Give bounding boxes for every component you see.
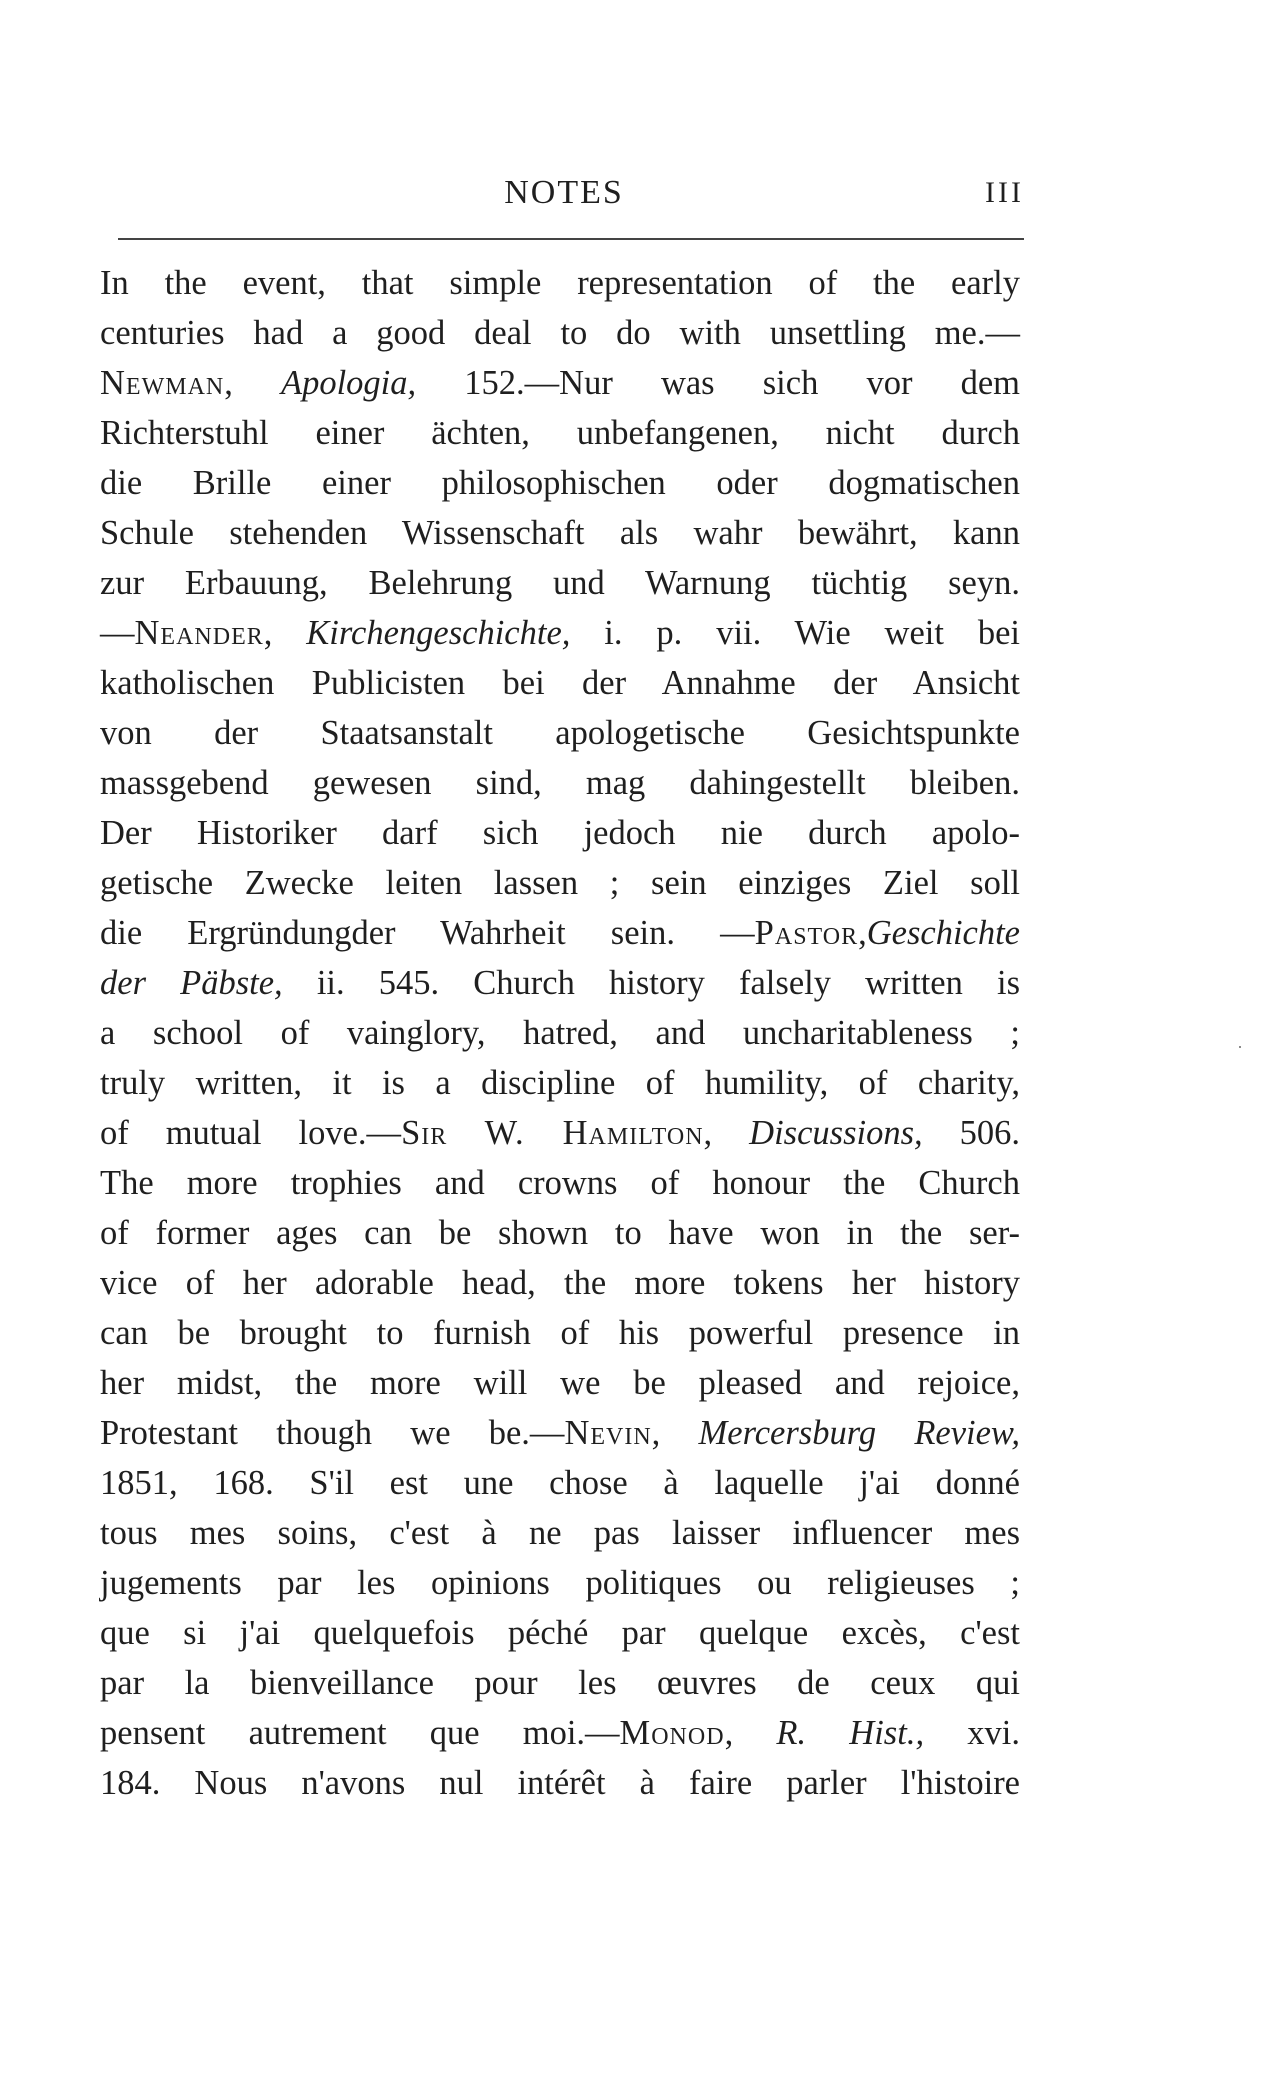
text-line: [100, 658, 1020, 708]
text-run: The more trophies and crowns of honour the Church: [100, 1164, 1020, 1202]
text-line: [100, 458, 1020, 508]
text-run: getische Zwecke leiten lassen ; sein einziges Ziel soll: [100, 864, 1020, 902]
text-line: [100, 1008, 1020, 1058]
text-line: [100, 1058, 1020, 1108]
text-run: 506.: [922, 1114, 1020, 1152]
author-name: Nevin: [564, 1414, 652, 1452]
running-head: [104, 168, 1024, 218]
text-run: 152.—Nur was sich vor dem: [416, 364, 1020, 402]
text-run: ,: [858, 914, 867, 952]
text-run: ,: [703, 1114, 750, 1152]
author-name: Newman: [100, 364, 225, 402]
work-title: Discussions,: [749, 1114, 923, 1152]
text-line: [100, 708, 1020, 758]
text-run: In the event, that simple representation of the early: [100, 264, 1020, 302]
work-title: Geschichte: [866, 914, 1020, 952]
text-line: [100, 358, 1020, 408]
text-line: [100, 808, 1020, 858]
text-run: 184. Nous n'avons nul intérêt à faire parler l'histoire: [100, 1764, 1020, 1802]
text-run: Der Historiker darf sich jedoch nie durch apolo-: [100, 814, 1020, 852]
text-run: —: [100, 614, 135, 652]
text-line: [100, 408, 1020, 458]
author-name: Sir W. Hamilton: [401, 1114, 704, 1152]
text-line: [100, 1508, 1020, 1558]
text-run: ,: [724, 1714, 777, 1752]
work-title: Mercersburg Review,: [698, 1414, 1021, 1452]
text-run: centuries had a good deal to do with unsettling me.—: [100, 314, 1020, 352]
text-line: [100, 1408, 1020, 1458]
text-line: [100, 1108, 1020, 1158]
text-line: [100, 1208, 1020, 1258]
author-name: Pastor: [754, 914, 859, 952]
text-run: ,: [224, 364, 282, 402]
text-run: Schule stehenden Wissenschaft als wahr bewährt, kann: [100, 514, 1020, 552]
running-head-title: NOTES: [504, 174, 624, 211]
text-run: par la bienveillance pour les œuvres de ceux qui: [100, 1664, 1020, 1702]
text-run: of former ages can be shown to have won in the ser-: [100, 1214, 1020, 1252]
author-name: Monod: [619, 1714, 725, 1752]
text-run: ,: [651, 1414, 699, 1452]
text-line: [100, 1158, 1020, 1208]
text-run: her midst, the more will we be pleased and rejoice,: [100, 1364, 1020, 1402]
text-run: katholischen Publicisten bei der Annahme der Ansicht: [100, 664, 1020, 702]
work-title: Kirchengeschichte,: [306, 614, 571, 652]
text-run: von der Staatsanstalt apologetische Gesichtspunkte: [100, 714, 1020, 752]
text-line: [100, 258, 1020, 308]
text-line: [100, 1558, 1020, 1608]
text-run: pensent autrement que moi.—: [100, 1714, 620, 1752]
work-title: der Päbste,: [100, 964, 283, 1002]
text-run: tous mes soins, c'est à ne pas laisser influencer mes: [100, 1514, 1020, 1552]
text-run: massgebend gewesen sind, mag dahingestellt bleiben.: [100, 764, 1020, 802]
header-rule: [118, 238, 1024, 240]
text-run: Richterstuhl einer ächten, unbefangenen, nicht durch: [100, 414, 1020, 452]
text-line: [100, 858, 1020, 908]
text-run: ,: [263, 614, 307, 652]
work-title: R. Hist.,: [776, 1714, 925, 1752]
text-line: [100, 1458, 1020, 1508]
page-number: III: [985, 176, 1024, 209]
text-run: zur Erbauung, Belehrung und Warnung tüchtig seyn.: [100, 564, 1020, 602]
text-run: truly written, it is a discipline of humility, of charity,: [100, 1064, 1020, 1102]
text-line: [100, 958, 1020, 1008]
text-line: [100, 558, 1020, 608]
text-run: ii. 545. Church history falsely written is: [282, 964, 1021, 1002]
text-line: [100, 508, 1020, 558]
text-run: die Ergründungder Wahrheit sein. —: [100, 914, 755, 952]
text-run: of mutual love.—: [100, 1114, 402, 1152]
text-run: a school of vainglory, hatred, and uncharitableness ;: [100, 1014, 1020, 1052]
text-line: [100, 758, 1020, 808]
work-title: Apologia,: [281, 364, 417, 402]
text-line: [100, 608, 1020, 658]
text-line: [100, 1758, 1020, 1808]
text-run: vice of her adorable head, the more tokens her history: [100, 1264, 1020, 1302]
text-run: 1851, 168. S'il est une chose à laquelle j'ai donné: [100, 1464, 1020, 1502]
text-line: [100, 908, 1020, 958]
text-line: [100, 1708, 1020, 1758]
author-name: Neander: [134, 614, 264, 652]
text-run: can be brought to furnish of his powerful presence in: [100, 1314, 1020, 1352]
margin-speck: [1239, 1046, 1241, 1048]
text-line: [100, 1308, 1020, 1358]
text-line: [100, 1358, 1020, 1408]
notes-body-text: [100, 258, 1020, 1808]
text-run: Protestant though we be.—: [100, 1414, 565, 1452]
text-run: die Brille einer philosophischen oder dogmatischen: [100, 464, 1020, 502]
text-run: i. p. vii. Wie weit bei: [570, 614, 1021, 652]
text-line: [100, 1658, 1020, 1708]
text-line: [100, 1258, 1020, 1308]
text-run: que si j'ai quelquefois péché par quelque excès, c'est: [100, 1614, 1020, 1652]
text-run: jugements par les opinions politiques ou religieuses ;: [100, 1564, 1020, 1602]
text-line: [100, 1608, 1020, 1658]
text-run: xvi.: [924, 1714, 1020, 1752]
text-line: [100, 308, 1020, 358]
